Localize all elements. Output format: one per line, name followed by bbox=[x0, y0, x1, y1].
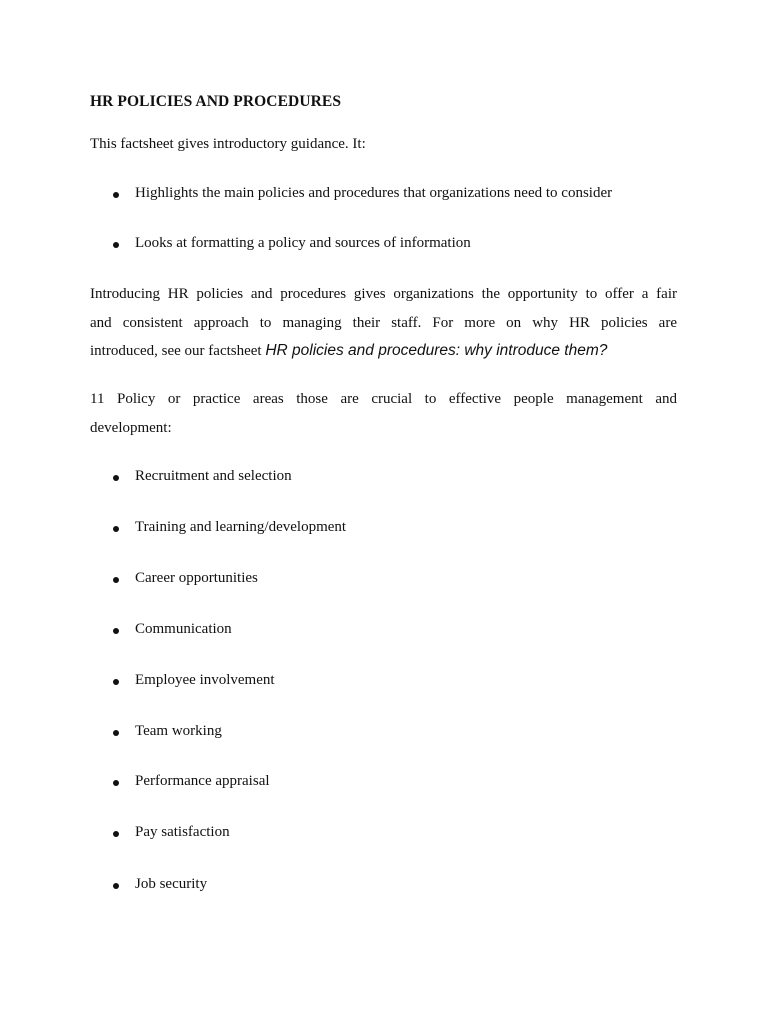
document-heading: HR POLICIES AND PROCEDURES bbox=[90, 93, 342, 110]
factsheet-link[interactable]: HR policies and procedures: why introduce them? bbox=[265, 342, 608, 359]
paragraph-line: development: bbox=[90, 419, 172, 436]
list-item-text: Communication bbox=[135, 621, 232, 637]
list-item-text: Pay satisfaction bbox=[135, 824, 230, 840]
bullet-icon bbox=[113, 628, 119, 634]
bullet-icon bbox=[113, 192, 119, 198]
list-item-text: Performance appraisal bbox=[135, 773, 270, 789]
bullet-icon bbox=[113, 242, 119, 248]
paragraph-line: Introducing HR policies and procedures gives organizations the opportunity to offer a fair bbox=[90, 286, 677, 302]
intro-text: This factsheet gives introductory guidance. It: bbox=[90, 136, 366, 152]
bullet-icon bbox=[113, 577, 119, 583]
bullet-icon bbox=[113, 730, 119, 736]
bullet-icon bbox=[113, 831, 119, 837]
list-item-text: Looks at formatting a policy and sources of information bbox=[135, 235, 471, 251]
paragraph-intro bbox=[90, 280, 677, 366]
paragraph-line bbox=[90, 337, 677, 366]
bullet-icon bbox=[113, 780, 119, 786]
bullet-icon bbox=[113, 883, 119, 889]
bullet-icon bbox=[113, 679, 119, 685]
paragraph-text: introduced, see our factsheet bbox=[90, 343, 266, 359]
list-item-text: Team working bbox=[135, 723, 222, 739]
list-item-text: Training and learning/development bbox=[135, 519, 347, 535]
bullet-icon bbox=[113, 475, 119, 481]
paragraph-policy-areas bbox=[90, 385, 677, 442]
list-item-text: Recruitment and selection bbox=[135, 468, 292, 484]
list-item-text: Career opportunities bbox=[135, 570, 258, 586]
bullet-icon bbox=[113, 526, 119, 532]
paragraph-line: 11 Policy or practice areas those are crucial to effective people management and bbox=[90, 391, 677, 407]
paragraph-line: and consistent approach to managing their staff. For more on why HR policies are bbox=[90, 314, 677, 331]
list-item-text: Highlights the main policies and procedures that organizations need to consider bbox=[135, 185, 613, 201]
list-item-text: Job security bbox=[135, 876, 208, 892]
list-item-text: Employee involvement bbox=[135, 672, 275, 688]
